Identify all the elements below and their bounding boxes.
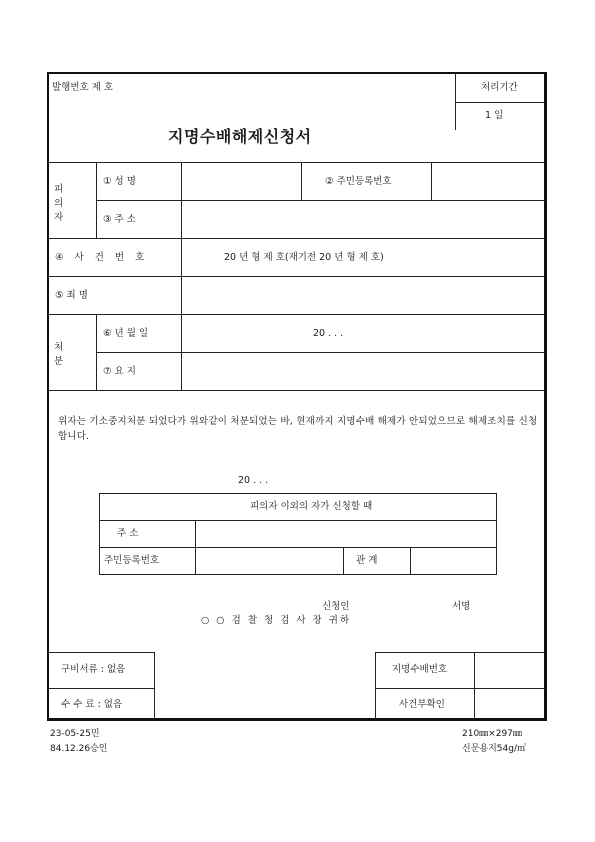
attachments-label: 구비서류 : 없음 [61,664,126,675]
wanted-number-label: 지명수배번호 [392,664,448,675]
address-label: ③ 주 소 [103,214,136,225]
disposition-date-value: 20 . . . [313,328,344,339]
application-date: 20 . . . [238,475,269,486]
paper-size: 210㎜×297㎜ [462,729,522,739]
applicant-label: 신청인 [322,601,350,612]
form-code: 23-05-25민 [50,729,100,739]
case-number-value: 20 년 형 제 호(재기전 20 년 형 제 호) [224,252,384,263]
processing-period-value: 1 일 [485,110,504,121]
charge-label: ⑤ 죄 명 [55,290,88,301]
name-label: ① 성 명 [103,176,136,187]
document-title: 지명수배해제신청서 [168,127,312,146]
issue-number-label: 발행번호 제 호 [52,82,114,93]
paper-type: 신문용지54g/㎡ [462,744,526,754]
disposition-group-label: 처분 [54,342,64,367]
rrn-label: ② 주민등록번호 [325,176,392,187]
relation-label: 관 계 [356,555,378,566]
other-applicant-heading: 피의자 이외의 자가 신청할 때 [250,501,373,512]
other-rrn-label: 주민등록번호 [104,555,160,566]
case-number-label: ④ 사 건 번 호 [55,252,149,263]
other-address-label: 주 소 [117,528,139,539]
suspect-group-label: 피의자 [54,184,64,223]
addressee: ○ ○ 검 찰 청 검 사 장 귀하 [201,615,352,626]
case-confirm-label: 사건부확인 [399,699,445,710]
approval-date: 84.12.26승인 [50,744,108,754]
application-statement: 위자는 기소중지처분 되었다가 위와같이 처분되었는 바, 현재까지 지명수배 해제가 안되었으므로 해제조치를 신청합니다. [58,416,538,442]
disposition-summary-label: ⑦ 요 지 [103,366,136,377]
fee-label: 수 수 료 : 없음 [61,699,123,710]
sign-label: 서명 [452,601,471,612]
disposition-date-label: ⑥ 년 월 일 [103,328,149,339]
processing-period-label: 처리기간 [481,82,518,93]
